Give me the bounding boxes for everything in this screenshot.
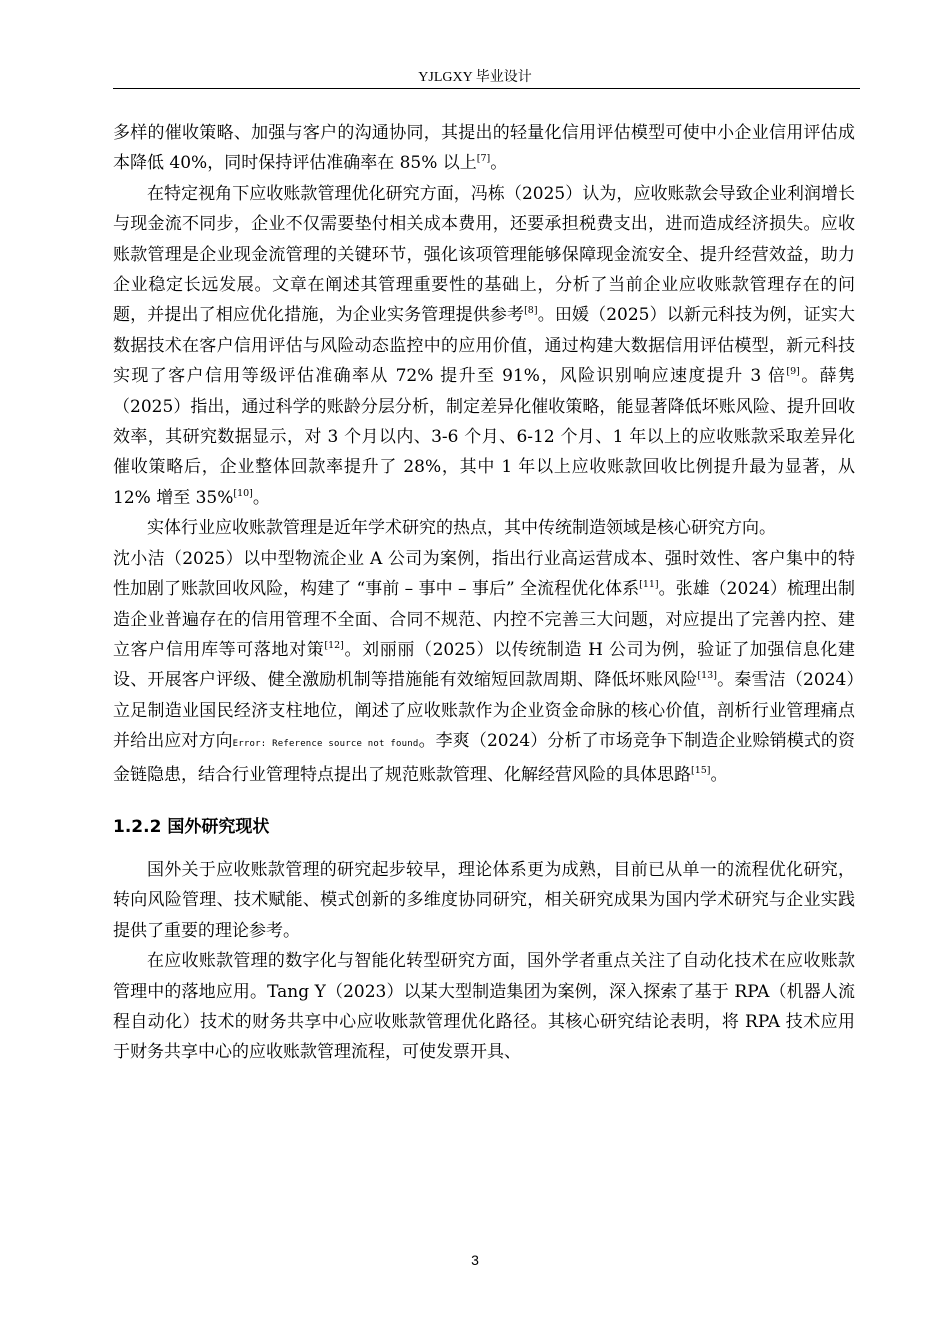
header-rule <box>113 88 860 89</box>
document-body <box>113 118 855 1068</box>
citation-reference: [15] <box>691 764 711 776</box>
citation-reference: [12] <box>324 639 344 651</box>
paragraph-text: 沈小洁（2025）以中型物流企业 A 公司为案例，指出行业高运营成本、强时效性、客户集中的特性加剧了账款回收风险，构建了 “事前 – 事中 – 事后” 全流程优化体系 <box>113 548 855 600</box>
paragraph-text: 。 <box>710 764 728 785</box>
citation-reference: [8] <box>524 305 538 317</box>
page-number: 3 <box>471 1252 479 1268</box>
page-header: YJLGXY 毕业设计 <box>418 70 532 85</box>
paragraph-text: 。田媛（2025）以新元科技为例，证实大数据技术在客户信用评估与风险动态监控中的应用价值，通过构建大数据信用评估模型，新元科技实现了客户信用等级评估准确率从 72% 提升至 91%，风险识别响应速度提升 3 倍 <box>113 305 856 387</box>
citation-reference: [9] <box>786 366 800 378</box>
reference-error-text: Error: Reference source not found <box>232 739 419 750</box>
paragraph-text: 。薛隽（2025）指出，通过科学的账龄分层分析，制定差异化催收策略，能显著降低坏账风险、提升回收效率，其研究数据显示，对 3 个月以内、3-6 个月、6-12 个月、1 年以上的应收账款采取差异化催收策略后，企业整体回款率提升了 28%，其中 1 年以上应收账款回收比例提升最为显著，从 12% 增至 35% <box>113 366 856 508</box>
citation-reference: [13] <box>697 670 717 682</box>
paragraph <box>113 855 855 946</box>
paragraph-group-domestic <box>113 118 855 790</box>
paragraph-text: 在特定视角下应收账款管理优化研究方面，冯栋（2025）认为，应收账款会导致企业利润增长与现金流不同步，企业不仅需要垫付相关成本费用，还要承担税费支出，进而造成经济损失。应收账款管理是企业现金流管理的关键环节，强化该项管理能够保障现金流安全、提升经营效益，助力企业稳定长远发展。文章在阐述其管理重要性的基础上，分析了当前企业应收账款管理存在的问题，并提出了相应优化措施，为企业实务管理提供参考 <box>113 183 855 326</box>
paragraph <box>113 179 855 513</box>
paragraph <box>113 118 855 179</box>
paragraph-text: 国外关于应收账款管理的研究起步较早，理论体系更为成熟，目前已从单一的流程优化研究，转向风险管理、技术赋能、模式创新的多维度协同研究，相关研究成果为国内学术研究与企业实践提供了重要的理论参考。 <box>113 859 855 941</box>
section-heading: 1.2.2 国外研究现状 <box>113 816 270 837</box>
paragraph <box>113 946 855 1068</box>
paragraph <box>113 544 855 790</box>
paragraph <box>113 513 855 543</box>
paragraph-text: 在应收账款管理的数字化与智能化转型研究方面，国外学者重点关注了自动化技术在应收账款管理中的落地应用。Tang Y（2023）以某大型制造集团为案例，深入探索了基于 RPA（机器人流程自动化）技术的财务共享中心应收账款管理优化路径。其核心研究结论表明，将 RPA 技术应用于财务共享中心的应收账款管理流程，可使发票开具、 <box>113 951 855 1063</box>
paragraph-text: 。 <box>252 487 270 508</box>
paragraph-text: 。张雄（2024）梳理出制造企业普遍存在的信用管理不全面、合同不规范、内控不完善三大问题，对应提出了完善内控、建立客户信用库等可落地对策 <box>113 579 855 660</box>
citation-reference: [7] <box>476 153 491 165</box>
paragraph-text: 。 <box>490 153 508 174</box>
paragraph-text: 。李爽（2024）分析了市场竞争下制造企业赊销模式的资金链隐患，结合行业管理特点提出了规范账款管理、化解经营风险的具体思路 <box>113 731 856 785</box>
citation-reference: [10] <box>233 487 253 499</box>
paragraph-text: 实体行业应收账款管理是近年学术研究的热点，其中传统制造领域是核心研究方向。 <box>147 518 776 539</box>
paragraph-text: 多样的催收策略、加强与客户的沟通协同，其提出的轻量化信用评估模型可使中小企业信用评估成本降低 40%，同时保持评估准确率在 85% 以上 <box>113 123 855 174</box>
paragraph-text: 。秦雪洁（2024）立足制造业国民经济支柱地位，阐述了应收账款作为企业资金命脉的核心价值，剖析行业管理痛点并给出应对方向 <box>113 670 856 752</box>
citation-reference: [11] <box>639 579 659 591</box>
paragraph-text: 。刘丽丽（2025）以传统制造 H 公司为例，验证了加强信息化建设、开展客户评级、健全激励机制等措施能有效缩短回款周期、降低坏账风险 <box>113 639 855 691</box>
paragraph-group-foreign <box>113 855 855 1068</box>
